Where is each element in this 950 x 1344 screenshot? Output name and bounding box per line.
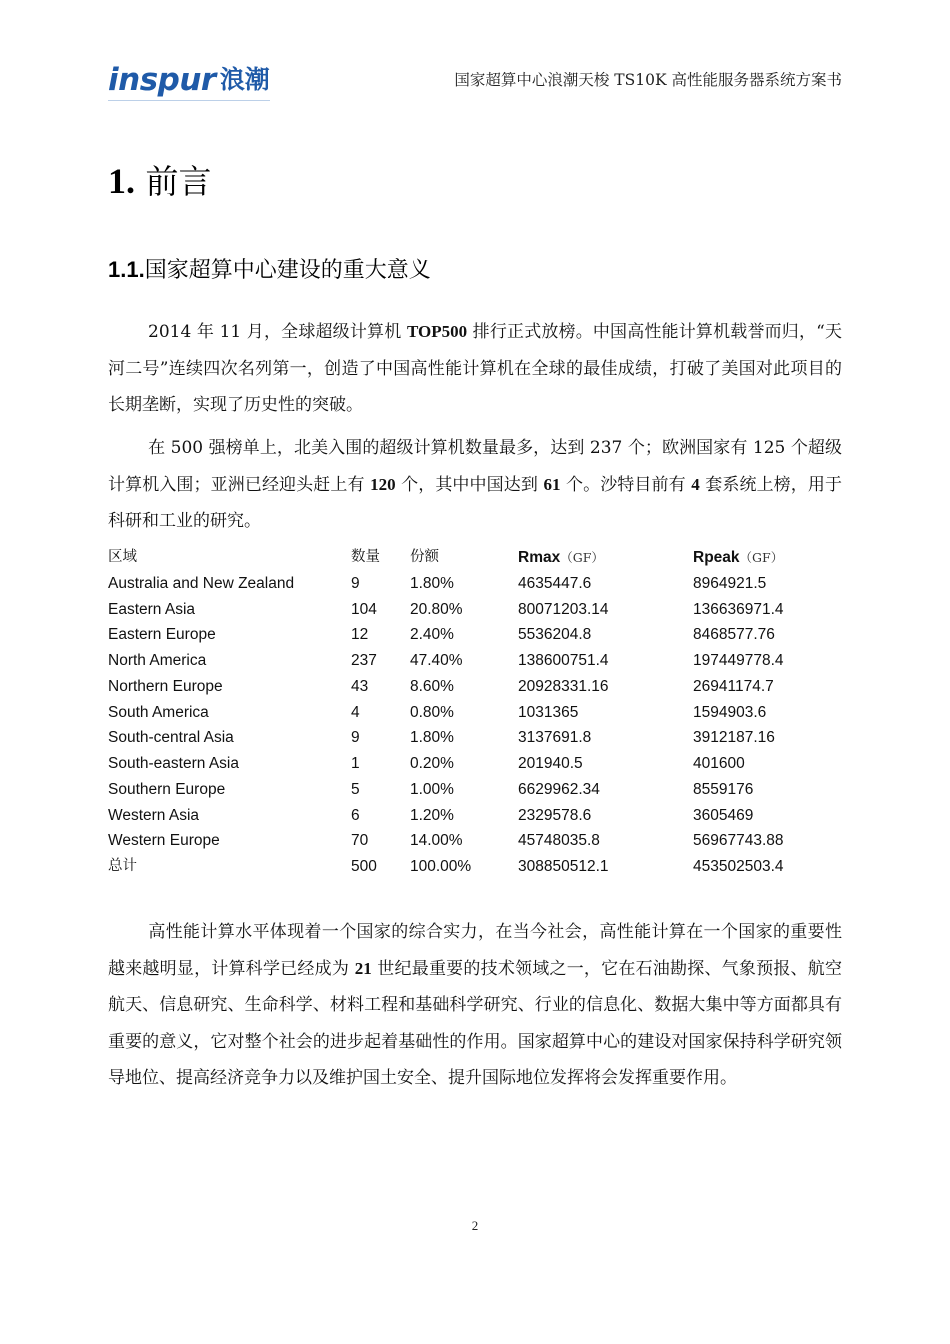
cell-rmax: 3137691.8 — [518, 729, 592, 747]
cell-rmax: 20928331.16 — [518, 677, 609, 695]
table-row — [108, 674, 842, 700]
text-run: 套系统上榜，用于科研和工业的研究。 — [108, 474, 843, 531]
cell-rmax: 45748035.8 — [518, 832, 600, 850]
cell-rpeak: 26941174.7 — [693, 677, 774, 695]
page-number: 2 — [471, 1218, 479, 1233]
paragraph-regional-stats — [108, 430, 842, 540]
cell-rmax: 5536204.8 — [518, 626, 592, 644]
cell-rmax: 6629962.34 — [518, 780, 600, 798]
cell-region: Eastern Asia — [108, 600, 196, 618]
bold-run: 4 — [691, 474, 700, 494]
cell-share: 20.80% — [410, 600, 463, 618]
total-share: 100.00% — [410, 858, 472, 875]
text-run: 在 500 强榜单上，北美入围的超级计算机数量最多，达到 237 个；欧洲国家有 125 个超级计算机入围；亚洲已经迎头赶上有 — [108, 438, 842, 495]
document-title: 国家超算中心浪潮天梭 TS10K 高性能服务器系统方案书 — [454, 71, 842, 89]
cell-count: 70 — [351, 832, 369, 850]
cell-count: 5 — [351, 780, 360, 798]
text-run: 个，其中中国达到 — [395, 474, 544, 495]
cell-count: 9 — [351, 729, 360, 747]
cell-share: 0.80% — [410, 703, 454, 721]
cell-count: 43 — [351, 677, 369, 695]
header-rmax: Rmax（GF） — [518, 549, 604, 566]
region-statistics-table — [108, 545, 842, 880]
text-run: 高性能计算水平体现着一个国家的综合实力，在当今社会，高性能计算在一个国家的重要性越来越明显，计算科学已经成为 — [108, 922, 842, 979]
table-row — [108, 828, 842, 854]
cell-rpeak: 8964921.5 — [693, 574, 767, 592]
text-run: 世纪最重要的技术领域之一，它在石油勘探、气象预报、航空航天、信息研究、生命科学、材料工程和基础科学研究、行业的信息化、数据大集中等方面都具有重要的意义，它对整个社会的进步起着基础性的作用。国家超算中心的建设对国家保持科学研究领导地位、提高经济竞争力以及维护国土安全、提升国际地位发挥将会发挥重要作用。 — [108, 958, 842, 1088]
table-row — [108, 777, 842, 803]
cell-share: 1.20% — [410, 806, 454, 824]
logo-wordmark: inspur — [108, 62, 216, 98]
cell-region: Western Europe — [108, 832, 220, 850]
cell-rpeak: 136636971.4 — [693, 600, 784, 618]
chapter-title: 前言 — [145, 162, 212, 201]
cell-region: South-central Asia — [108, 729, 234, 747]
header-region: 区域 — [108, 549, 137, 565]
cell-region: Northern Europe — [108, 677, 223, 695]
cell-count: 12 — [351, 626, 369, 644]
table-row — [108, 571, 842, 597]
bold-run: 61 — [543, 474, 561, 494]
cell-share: 1.00% — [410, 780, 454, 798]
text-run: 2014 年 11 月，全球超级计算机 — [148, 322, 407, 342]
cell-rpeak: 197449778.4 — [693, 652, 784, 669]
table-row — [108, 700, 842, 726]
table-header-row — [108, 545, 842, 571]
cell-rmax: 1031365 — [518, 703, 579, 721]
cell-count: 237 — [351, 652, 377, 669]
table-row — [108, 725, 842, 751]
paragraph-2-text — [108, 438, 842, 531]
cell-rmax: 201940.5 — [518, 755, 583, 772]
cell-count: 104 — [351, 600, 377, 618]
cell-rpeak: 3912187.16 — [693, 729, 775, 747]
cell-count: 4 — [351, 703, 360, 721]
text-run: 个。沙特目前有 — [560, 474, 692, 495]
cell-count: 6 — [351, 806, 360, 824]
cell-rmax: 2329578.6 — [518, 806, 592, 824]
cell-region: Southern Europe — [108, 780, 226, 798]
cell-share: 2.40% — [410, 626, 454, 644]
cell-count: 1 — [351, 755, 360, 772]
cell-region: South America — [108, 703, 209, 721]
table-row — [108, 622, 842, 648]
cell-rpeak: 8559176 — [693, 780, 754, 798]
section-title: 国家超算中心建设的重大意义 — [144, 258, 431, 283]
section-number: 1.1. — [108, 257, 145, 282]
cell-share: 1.80% — [410, 574, 454, 592]
cell-rpeak: 1594903.6 — [693, 703, 767, 721]
header-share: 份额 — [410, 549, 439, 565]
bold-run: 120 — [370, 474, 396, 494]
table-row — [108, 597, 842, 623]
cell-rmax: 138600751.4 — [518, 652, 609, 669]
cell-share: 8.60% — [410, 677, 454, 695]
table-body — [108, 571, 842, 854]
cell-region: South-eastern Asia — [108, 755, 239, 772]
cell-share: 47.40% — [410, 652, 463, 669]
table-row — [108, 803, 842, 829]
cell-region: Eastern Europe — [108, 626, 216, 644]
header-count: 数量 — [351, 549, 380, 565]
chapter-number: 1. — [108, 161, 135, 201]
page-header — [108, 62, 842, 100]
cell-rmax: 4635447.6 — [518, 574, 592, 592]
cell-region: Western Asia — [108, 806, 200, 824]
cell-rpeak: 8468577.76 — [693, 626, 775, 644]
total-count: 500 — [351, 858, 377, 875]
paragraph-1-text — [108, 322, 842, 415]
total-rpeak: 453502503.4 — [693, 858, 784, 875]
cell-count: 9 — [351, 574, 360, 592]
total-rmax: 308850512.1 — [518, 858, 609, 875]
table-row — [108, 751, 842, 777]
paragraph-top500-result — [108, 314, 842, 424]
chapter-heading — [108, 156, 212, 203]
cell-share: 14.00% — [410, 832, 463, 850]
cell-share: 1.80% — [410, 729, 454, 747]
cell-rpeak: 401600 — [693, 755, 745, 772]
cell-rpeak: 56967743.88 — [693, 832, 784, 850]
total-label: 总计 — [108, 858, 137, 874]
header-rpeak: Rpeak（GF） — [693, 549, 784, 566]
text-run: 排行正式放榜。中国高性能计算机载誉而归，“天河二号”连续四次名列第一，创造了中国高性能计算机在全球的最佳成绩，打破了美国对此项目的长期垄断，实现了历史性的突破。 — [108, 322, 843, 415]
cell-region: North America — [108, 652, 207, 669]
cell-rmax: 80071203.14 — [518, 600, 609, 618]
inspur-logo — [108, 62, 270, 101]
paragraph-3-text — [108, 922, 842, 1088]
section-heading — [108, 253, 431, 284]
cell-rpeak: 3605469 — [693, 806, 754, 824]
table-total-row — [108, 854, 842, 880]
cell-region: Australia and New Zealand — [108, 574, 295, 592]
logo-chinese-name: 浪潮 — [219, 65, 270, 94]
cell-share: 0.20% — [410, 755, 454, 772]
bold-run: TOP500 — [406, 322, 468, 341]
bold-run: 21 — [354, 958, 372, 978]
paragraph-hpc-importance — [108, 914, 842, 1097]
table-row — [108, 648, 842, 674]
